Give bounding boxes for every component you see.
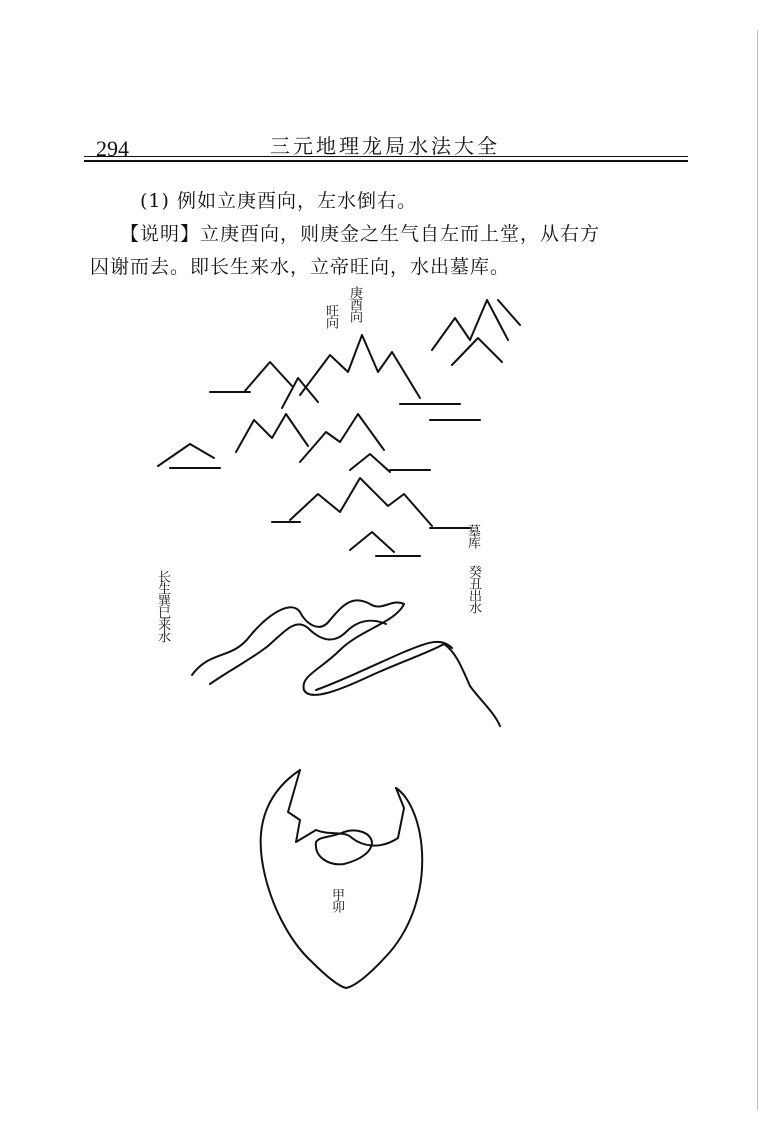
- header-rule: [84, 156, 688, 162]
- mountain-peak: [282, 378, 318, 408]
- label-wang: 旺向: [323, 304, 338, 328]
- river: [192, 600, 404, 675]
- landscape-illustration: [130, 280, 560, 1000]
- mountain-peak: [350, 454, 390, 472]
- explanation-line-1: 【说明】立庚酉向，则庚金之生气自左而上堂，从右方: [120, 223, 601, 245]
- label-muku: 墓库: [465, 524, 480, 548]
- mountain-peak: [350, 532, 394, 552]
- mound-inner: [288, 770, 404, 846]
- label-gengyou: 庚酉向: [347, 286, 362, 322]
- label-guichou: 癸丑出水: [466, 565, 481, 613]
- river: [210, 621, 386, 684]
- mound-core: [316, 830, 372, 864]
- explanation-line-2: 囚谢而去。即长生来水，立帝旺向，水出墓库。: [90, 256, 511, 278]
- label-changsheng: 长生巽巳来水: [155, 570, 170, 642]
- running-title: 三元地理龙局水法大全: [270, 134, 500, 158]
- mountain-peak: [452, 338, 502, 365]
- mountain-peak: [158, 444, 214, 466]
- mountain-peak: [300, 335, 420, 398]
- side-rule: [757, 30, 758, 1110]
- label-jiamao: 甲卯: [329, 888, 344, 912]
- mountain-peak: [236, 414, 308, 452]
- river: [303, 604, 500, 726]
- mountain-peak: [290, 478, 432, 526]
- mountain-peak: [244, 362, 292, 392]
- example-line: (1) 例如立庚酉向，左水倒右。: [140, 190, 417, 212]
- page-number: 294: [96, 136, 129, 161]
- mountain-peak: [432, 300, 508, 350]
- mound: [261, 770, 423, 988]
